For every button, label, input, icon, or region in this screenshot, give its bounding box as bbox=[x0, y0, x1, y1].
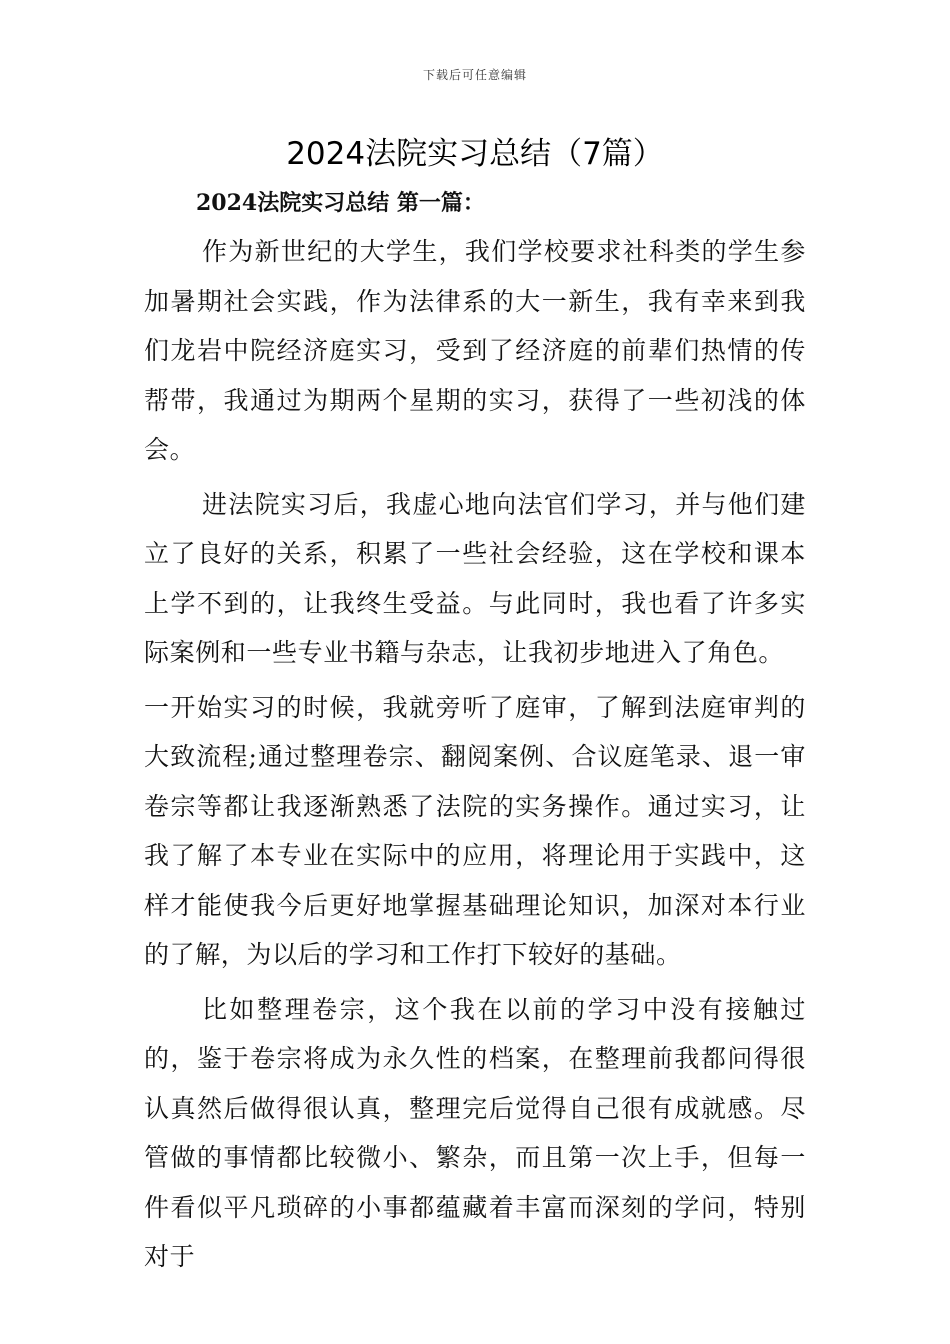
section-heading: 2024法院实习总结 第一篇： bbox=[196, 190, 485, 216]
paragraph-4: 比如整理卷宗，这个我在以前的学习中没有接触过的，鉴于卷宗将成为永久性的档案，在整理前我都问得很认真然后做得很认真，整理完后觉得自己很有成就感。尽管做的事情都比较微小、繁杂，而且第一次上手，但每一件看似平凡琐碎的小事都蕴藏着丰富而深刻的学问，特别对于 bbox=[144, 994, 806, 1271]
paragraph-3: 一开始实习的时候，我就旁听了庭审，了解到法庭审判的大致流程;通过整理卷宗、翻阅案例、合议庭笔录、退一审卷宗等都让我逐渐熟悉了法院的实务操作。通过实习，让我了解了本专业在实际中的应用，将理论用于实践中，这样才能使我今后更好地掌握基础理论知识，加深对本行业的了解，为以后的学习和工作打下较好的基础。 bbox=[144, 692, 806, 969]
document-body bbox=[144, 227, 806, 1287]
header-note: 下载后可任意编辑 bbox=[422, 68, 527, 82]
paragraph-2: 进法院实习后，我虚心地向法官们学习，并与他们建立了良好的关系，积累了一些社会经验，这在学校和课本上学不到的，让我终生受益。与此同时，我也看了许多实际案例和一些专业书籍与杂志，让我初步地进入了角色。 bbox=[144, 489, 806, 667]
document-title: 2024法院实习总结（7篇） bbox=[286, 136, 664, 172]
paragraph-1: 作为新世纪的大学生，我们学校要求社科类的学生参加暑期社会实践，作为法律系的大一新生，我有幸来到我们龙岩中院经济庭实习，受到了经济庭的前辈们热情的传帮带，我通过为期两个星期的实习，获得了一些初浅的体会。 bbox=[144, 237, 806, 464]
